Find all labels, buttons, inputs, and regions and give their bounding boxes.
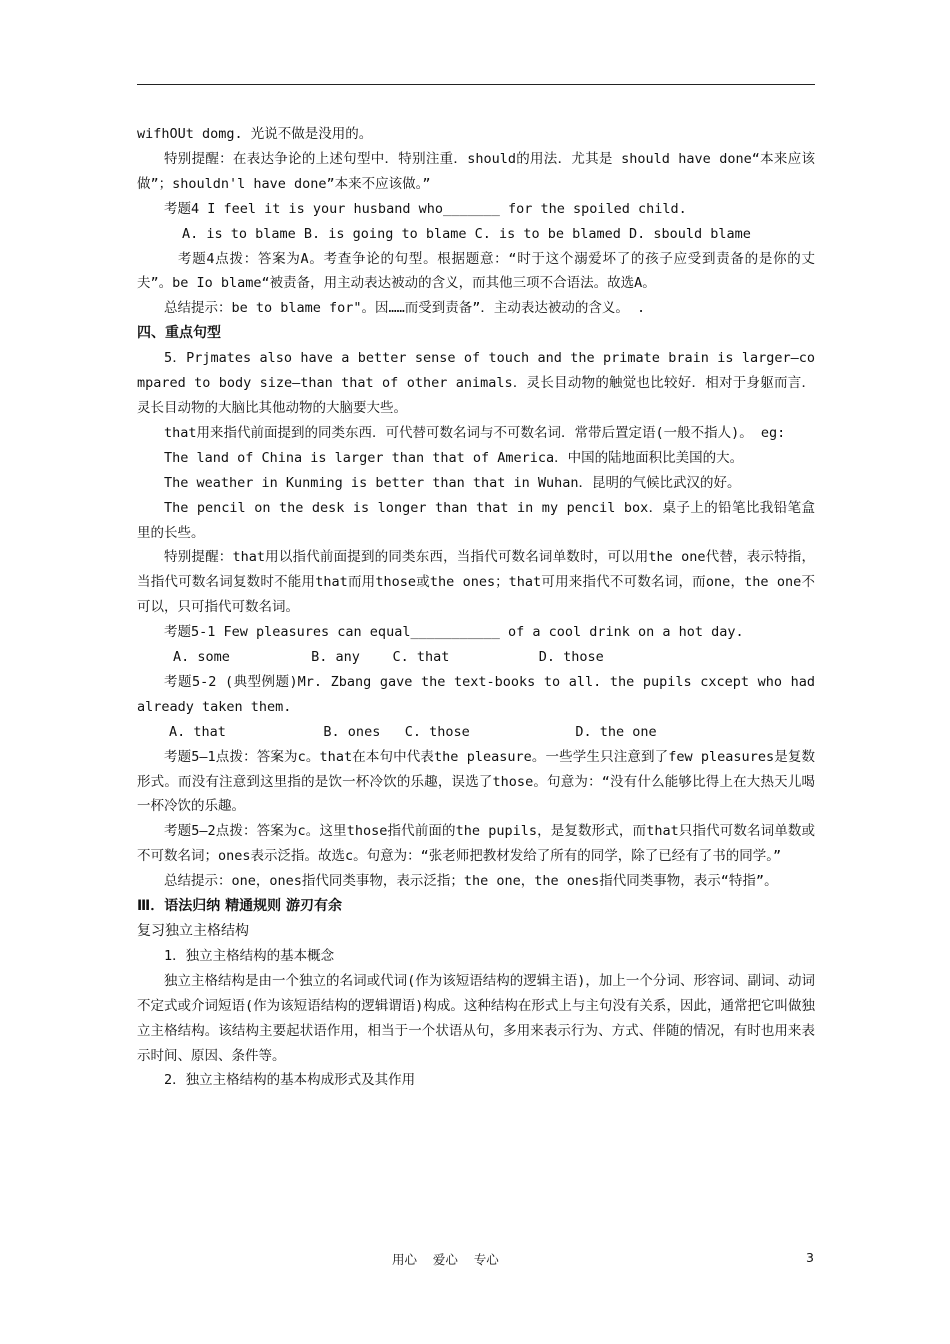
question-5-1-options: A. some B. any C. that D. those xyxy=(173,649,604,666)
line-wifhout: wifhOUt domg. 光说不做是没用的。 xyxy=(137,126,373,142)
sentence-5: 5．Prjmates also have a better sense of touch and the primate brain is larger—compared to body size—than that of other animals．灵长目动物的触觉也比较好．相对于身躯而言．灵长目动物的大脑比其他动物的大脑要大些。 xyxy=(137,350,815,416)
summary-be-to-blame: 总结提示：be to blame for"。因……而受到责备”．主动表达被动的含义。 . xyxy=(164,300,646,317)
footer-motto: 用心 爱心 专心 xyxy=(392,1252,499,1267)
that-usage-rule: that用来指代前面提到的同类东西．可代替可数名词与不可数名词．常带后置定语(一般不指人)。 eg: xyxy=(164,424,786,441)
question-5-1 xyxy=(137,620,815,645)
header-rule xyxy=(137,84,815,85)
question-5-2: 考题5-2 (典型例题)Mr. Zbang gave the text-books to all. the pupils cxcept who had already taken them. xyxy=(137,673,815,715)
question-4-stem: 考题4 I feel it is your husband who xyxy=(164,200,443,217)
question-4-suffix: for the spoiled child. xyxy=(499,200,687,217)
special-reminder-should: 特别提醒：在表达争论的上述句型中．特别注重．should的用法．尤其是 should have done“本来应该做”；shouldn'l have done”本来不应该做。” xyxy=(137,150,815,192)
example-3: The pencil on the desk is longer than that in my pencil box．桌子上的铅笔比我铅笔盒里的长些。 xyxy=(137,499,815,541)
question-5-2-explanation: 考题5—2点拨：答案为c。这里those指代前面的the pupils，是复数形式，而that只指代可数名词单数或不可数名词；ones表示泛指。故选c。句意为：“张老师把教材发给了所有的同学，除了已经有了书的同学。” xyxy=(137,823,815,865)
question-5-1-stem: 考题5-1 Few pleasures can equal xyxy=(164,624,411,641)
subheading-basic-concept: 1．独立主格结构的基本概念 xyxy=(164,947,335,964)
question-4-explanation: 考题4点拨：答案为A。考查争论的句型。根据题意：“时于这个溺爱坏了的孩子应受到责备的是你的丈夫”。be Io blame“被责备，用主动表达被动的含义，而其他三项不合语法。故选A。 xyxy=(137,250,815,292)
special-reminder-that: 特别提醒：that用以指代前面提到的同类东西，当指代可数名词单数时，可以用the one代替，表示特指，当指代可数名词复数时不能用that而用those或the ones；that可用来指代不可数名词，而one，the one不可以，只可指代可数名词。 xyxy=(137,549,815,616)
question-5-1-blank: ___________ xyxy=(410,624,500,641)
page-body xyxy=(137,122,815,1093)
heading-key-sentences: 四、重点句型 xyxy=(137,325,221,342)
heading-grammar-summary: Ⅲ．语法归纳 精通规则 游刃有余 xyxy=(137,898,342,915)
page-number: 3 xyxy=(806,1250,814,1265)
question-5-1-explanation: 考题5—1点拨：答案为c。that在本句中代表the pleasure。一些学生只注意到了few pleasures是复数形式。而没有注意到这里指的是饮一杯冷饮的乐趣，误选了those。句意为：“没有什么能够比得上在大热天儿喝一杯冷饮的乐趣。 xyxy=(137,748,815,815)
subheading-basic-forms: 2．独立主格结构的基本构成形式及其作用 xyxy=(164,1072,416,1089)
question-5-1-suffix: of a cool drink on a hot day. xyxy=(499,624,744,641)
review-absolute-construction: 复习独立主格结构 xyxy=(137,923,249,939)
question-4-options: A. is to blame B. is going to blame C. is to be blamed D. sbould blame xyxy=(182,225,751,242)
example-1: The land of China is larger than that of America．中国的陆地面积比美国的大。 xyxy=(164,449,744,466)
summary-one-ones: 总结提示：one，ones指代同类事物，表示泛指；the one，the ones指代同类事物，表示“特指”。 xyxy=(164,873,778,890)
question-5-2-options: A. that B. ones C. those D. the one xyxy=(169,723,657,740)
question-4-blank: _______ xyxy=(442,200,500,217)
example-2: The weather in Kunming is better than that in Wuhan．昆明的气候比武汉的好。 xyxy=(164,474,741,491)
question-4 xyxy=(137,197,815,222)
definition-paragraph: 独立主格结构是由一个独立的名词或代词(作为该短语结构的逻辑主语)，加上一个分词、形容词、副词、动词不定式或介词短语(作为该短语结构的逻辑谓语)构成。这种结构在形式上与主句没有关系，因此，通常把它叫做独立主格结构。该结构主要起状语作用，相当于一个状语从句，多用来表示行为、方式、伴随的情况，有时也用来表示时间、原因、条件等。 xyxy=(137,972,815,1064)
